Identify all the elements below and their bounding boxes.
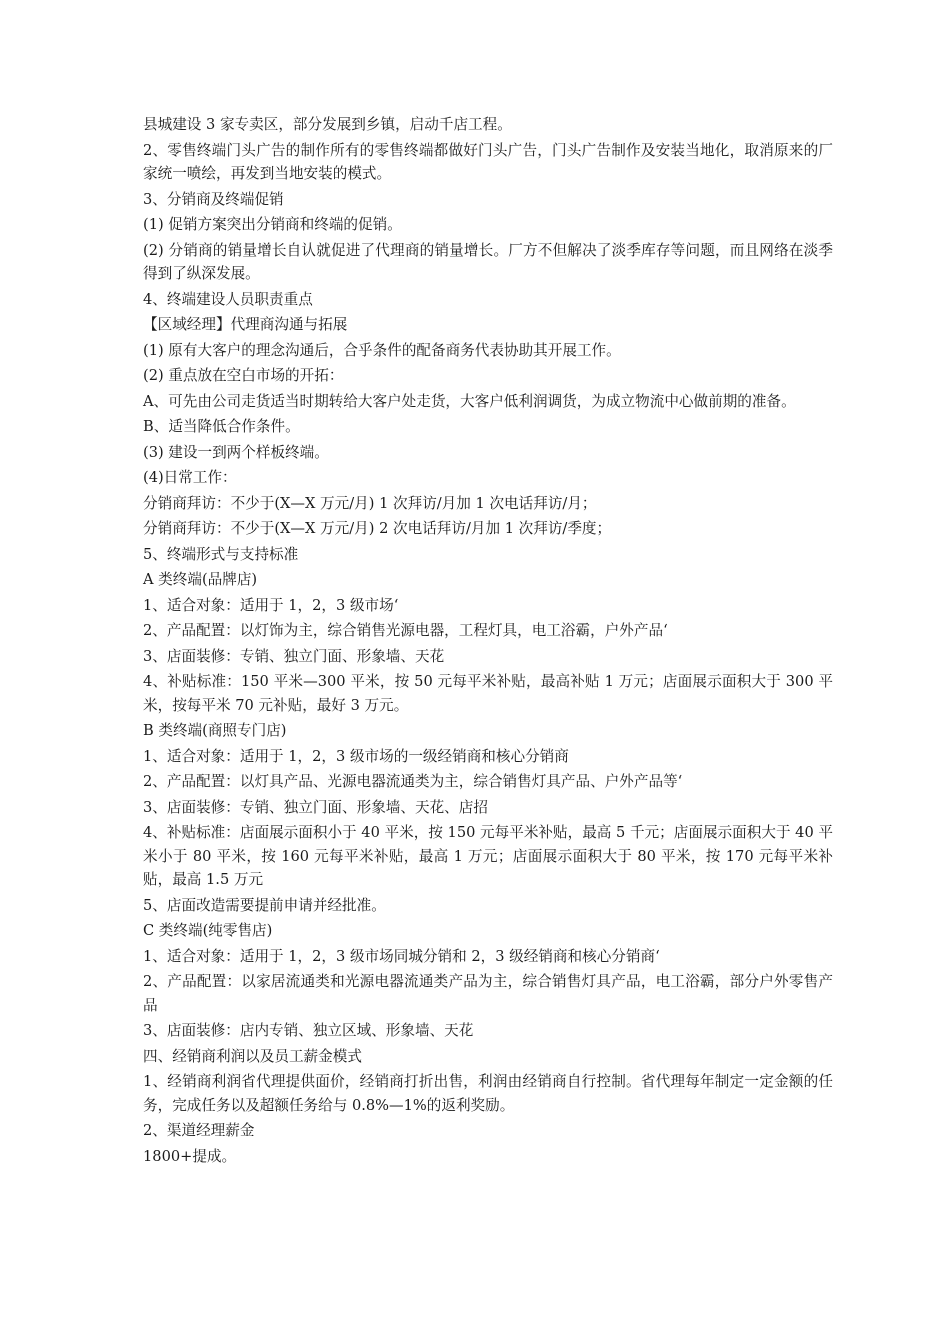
paragraph: 四、经销商利润以及员工薪金模式 xyxy=(143,1047,362,1065)
paragraph: 1800+提成。 xyxy=(143,1147,237,1165)
paragraph: 4、补贴标准：店面展示面积小于 40 平米，按 150 元每平米补贴，最高 5 千元；店面展示面积大于 40 平米小于 80 平米，按 160 元每平米补贴，最高 1 万元；店面展示面积大于 80 平米，按 170 元每平米补贴，最高 1.5 万元 xyxy=(143,824,833,888)
paragraph: 分销商拜访：不少于(X—X 万元/月) 1 次拜访/月加 1 次电话拜访/月； xyxy=(143,494,597,512)
paragraph: (3) 建设一到两个样板终端。 xyxy=(143,443,329,461)
paragraph: 3、店面装修：店内专销、独立区域、形象墙、天花 xyxy=(143,1022,474,1039)
paragraph: 分销商拜访：不少于(X—X 万元/月) 2 次电话拜访/月加 1 次拜访/季度； xyxy=(143,520,612,537)
paragraph: 县城建设 3 家专卖区，部分发展到乡镇，启动千店工程。 xyxy=(143,116,512,133)
paragraph: 5、店面改造需要提前申请并经批准。 xyxy=(143,896,386,914)
paragraph: 5、终端形式与支持标准 xyxy=(143,545,299,563)
paragraph: (2) 重点放在空白市场的开拓： xyxy=(143,367,344,384)
paragraph: 3、分销商及终端促销 xyxy=(143,190,284,208)
paragraph: 4、补贴标准：150 平米—300 平米，按 50 元每平米补贴，最高补贴 1 万元；店面展示面积大于 300 平米，按每平米 70 元补贴，最好 3 万元。 xyxy=(143,673,833,714)
paragraph: 1、经销商利润省代理提供面价，经销商打折出售，利润由经销商自行控制。省代理每年制定一定金额的任务，完成任务以及超额任务给与 0.8%—1%的返利奖励。 xyxy=(143,1073,833,1114)
paragraph: 3、店面装修：专销、独立门面、形象墙、天花 xyxy=(143,647,445,665)
paragraph: (1) 原有大客户的理念沟通后，合乎条件的配备商务代表协助其开展工作。 xyxy=(143,341,621,359)
paragraph: (1) 促销方案突出分销商和终端的促销。 xyxy=(143,216,402,233)
paragraph: 3、店面装修：专销、独立门面、形象墙、天花、店招 xyxy=(143,798,488,816)
paragraph: 1、适合对象：适用于 1，2，3 级市场的一级经销商和核心分销商 xyxy=(143,747,569,765)
paragraph: 2、渠道经理薪金 xyxy=(143,1122,255,1139)
paragraph: C 类终端(纯零售店) xyxy=(143,922,273,939)
document-body xyxy=(143,113,833,1170)
paragraph: 1、适合对象：适用于 1，2，3 级市场‘ xyxy=(143,596,399,614)
paragraph: 2、产品配置：以家居流通类和光源电器流通类产品为主，综合销售灯具产品，电工浴霸，部分户外零售产品 xyxy=(143,973,833,1014)
paragraph: (4)日常工作： xyxy=(143,469,237,486)
paragraph: 2、产品配置：以灯饰为主，综合销售光源电器，工程灯具，电工浴霸，户外产品‘ xyxy=(143,622,668,639)
paragraph: 2、零售终端门头广告的制作所有的零售终端都做好门头广告，门头广告制作及安装当地化，取消原来的厂家统一喷绘，再发到当地安装的模式。 xyxy=(143,141,833,182)
paragraph: A、可先由公司走货适当时期转给大客户处走货，大客户低利润调货，为成立物流中心做前期的准备。 xyxy=(143,392,796,410)
paragraph: B、适当降低合作条件。 xyxy=(143,418,300,435)
paragraph: 4、终端建设人员职责重点 xyxy=(143,290,313,308)
paragraph: 1、适合对象：适用于 1，2，3 级市场同城分销和 2，3 级经销商和核心分销商‘ xyxy=(143,947,660,965)
paragraph: (2) 分销商的销量增长自认就促进了代理商的销量增长。厂方不但解决了淡季库存等问题，而且网络在淡季得到了纵深发展。 xyxy=(143,241,833,282)
paragraph: 【区域经理】代理商沟通与拓展 xyxy=(143,316,348,333)
paragraph: B 类终端(商照专门店) xyxy=(143,722,287,739)
paragraph: A 类终端(品牌店) xyxy=(143,571,258,588)
paragraph: 2、产品配置：以灯具产品、光源电器流通类为主，综合销售灯具产品、户外产品等‘ xyxy=(143,773,683,790)
